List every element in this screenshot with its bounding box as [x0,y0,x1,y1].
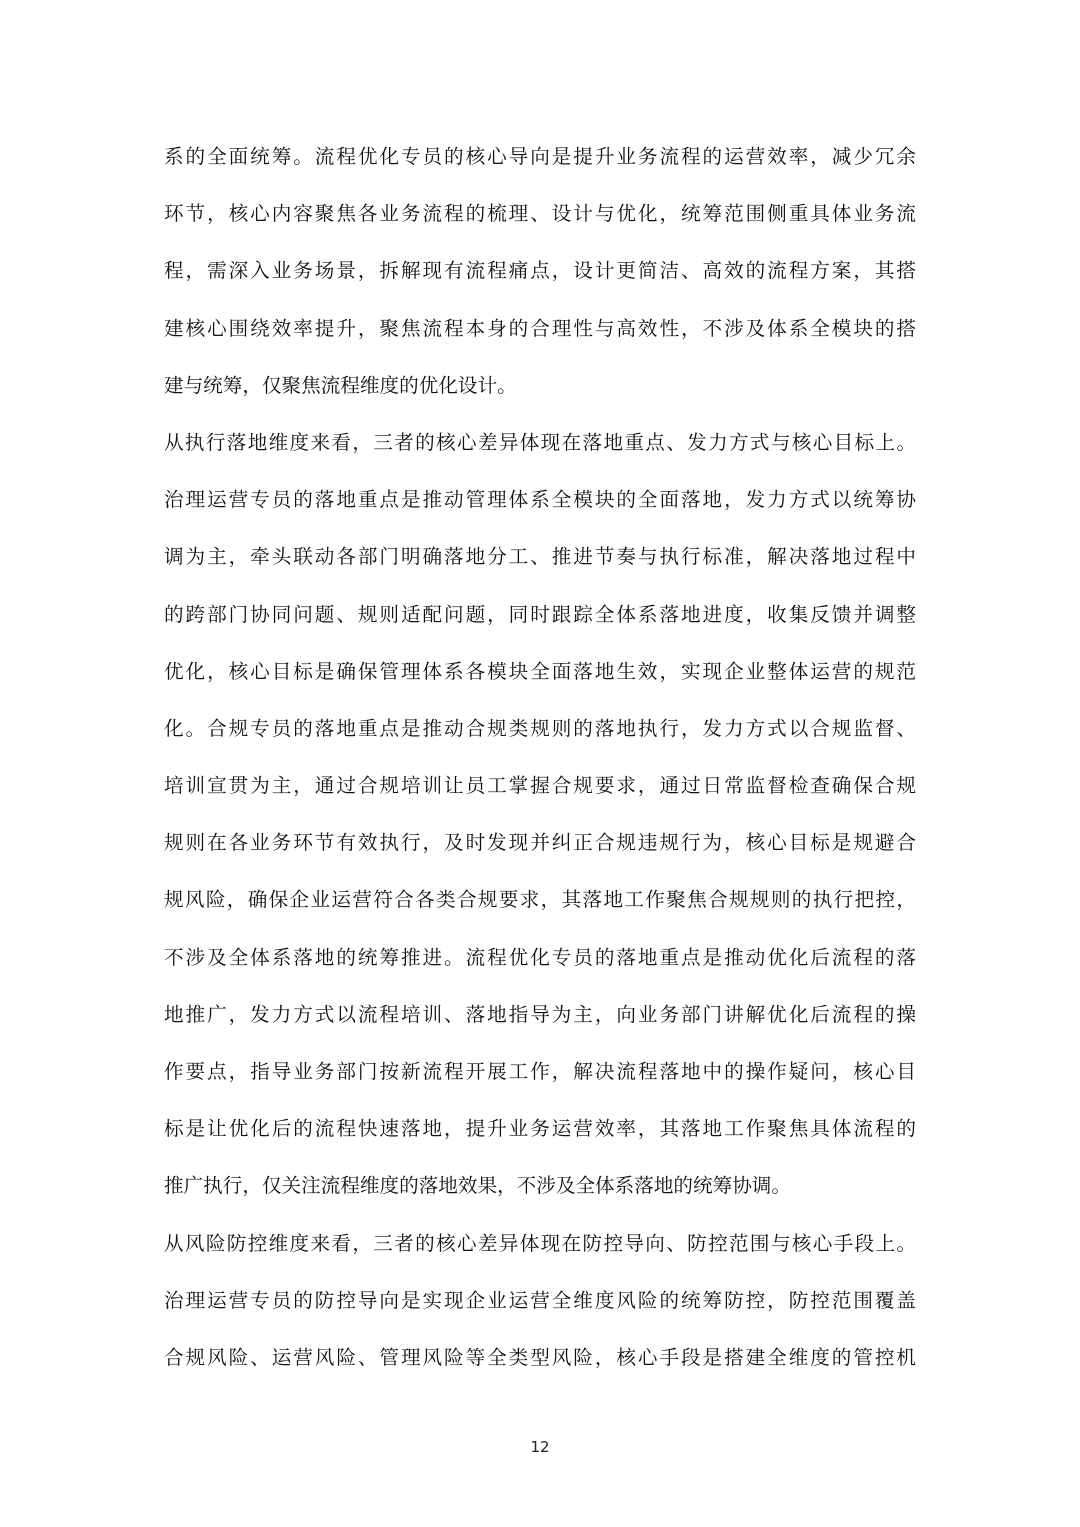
text-line: 从风险防控维度来看，三者的核心差异体现在防控导向、防控范围与核心手段上。 [164,1231,916,1255]
text-line: 环节，核心内容聚焦各业务流程的梳理、设计与优化，统筹范围侧重具体业务流 [164,202,916,226]
text-line: 作要点，指导业务部门按新流程开展工作，解决流程落地中的操作疑问，核心目 [164,1060,916,1083]
text-line: 标是让优化后的流程快速落地，提升业务运营效率，其落地工作聚焦具体流程的 [164,1117,916,1141]
text-line: 的跨部门协同问题、规则适配问题，同时跟踪全体系落地进度，收集反馈并调整 [164,602,916,626]
text-line: 建核心围绕效率提升，聚焦流程本身的合理性与高效性，不涉及体系全模块的搭 [164,316,916,340]
text-line: 规则在各业务环节有效执行，及时发现并纠正合规违规行为，核心目标是规避合 [164,831,916,855]
text-line: 合规风险、运营风险、管理风险等全类型风险，核心手段是搭建全维度的管控机 [164,1345,916,1369]
text-line: 规风险，确保企业运营符合各类合规要求，其落地工作聚焦合规规则的执行把控， [164,888,916,912]
text-line: 推广执行，仅关注流程维度的落地效果，不涉及全体系落地的统筹协调。 [164,1174,791,1198]
body-text [164,128,916,1386]
text-line: 治理运营专员的防控导向是实现企业运营全维度风险的统筹防控，防控范围覆盖 [164,1288,916,1312]
page-number: 12 [530,1438,550,1456]
text-line: 从执行落地维度来看，三者的核心差异体现在落地重点、发力方式与核心目标上。 [164,430,916,454]
text-line: 优化，核心目标是确保管理体系各模块全面落地生效，实现企业整体运营的规范 [164,659,916,683]
text-line: 培训宣贯为主，通过合规培训让员工掌握合规要求，通过日常监督检查确保合规 [164,774,916,798]
text-line: 地推广，发力方式以流程培训、落地指导为主，向业务部门讲解优化后流程的操 [164,1002,916,1026]
text-line: 治理运营专员的落地重点是推动管理体系全模块的全面落地，发力方式以统筹协 [164,488,916,512]
text-line: 不涉及全体系落地的统筹推进。流程优化专员的落地重点是推动优化后流程的落 [164,945,916,969]
text-line: 程，需深入业务场景，拆解现有流程痛点，设计更简洁、高效的流程方案，其搭 [164,259,916,283]
text-line: 化。合规专员的落地重点是推动合规类规则的落地执行，发力方式以合规监督、 [164,716,916,740]
text-line: 系的全面统筹。流程优化专员的核心导向是提升业务流程的运营效率，减少冗余 [164,145,916,168]
text-line: 建与统筹，仅聚焦流程维度的优化设计。 [164,373,517,397]
text-line: 调为主，牵头联动各部门明确落地分工、推进节奏与执行标准，解决落地过程中 [164,545,916,569]
